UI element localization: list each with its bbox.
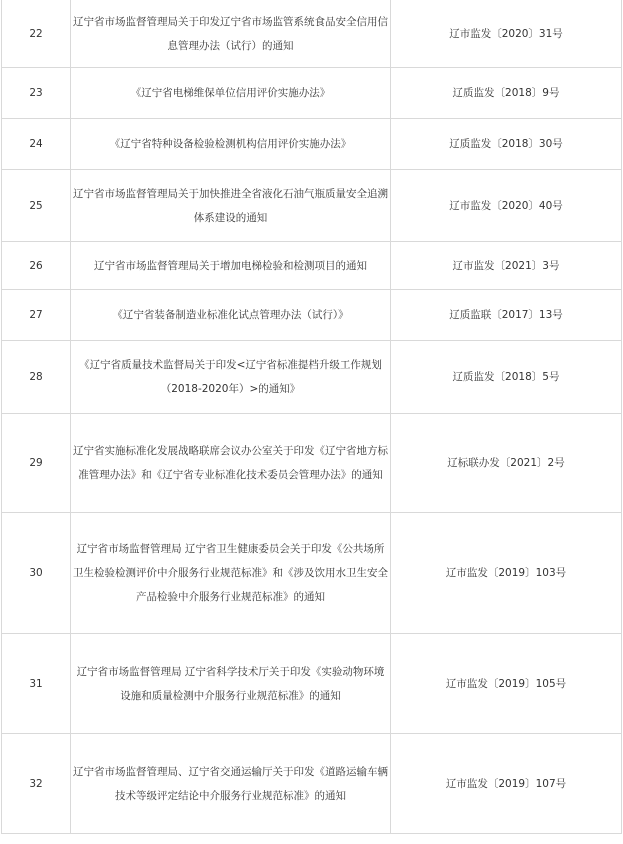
document-number: 辽质监联〔2017〕13号 (391, 290, 622, 341)
row-number: 30 (2, 513, 71, 634)
document-number: 辽市监发〔2021〕3号 (391, 242, 622, 290)
row-number: 28 (2, 341, 71, 414)
document-title: 辽宁省市场监督管理局 辽宁省科学技术厅关于印发《实验动物环境设施和质量检测中介服务行业规范标准》的通知 (71, 634, 391, 734)
table-row (2, 119, 622, 170)
document-title: 辽宁省市场监督管理局关于印发辽宁省市场监管系统食品安全信用信息管理办法（试行）的通知 (71, 0, 391, 68)
document-number: 辽质监发〔2018〕9号 (391, 68, 622, 119)
table-row (2, 242, 622, 290)
row-number: 32 (2, 734, 71, 834)
document-title: 辽宁省市场监督管理局关于加快推进全省液化石油气瓶质量安全追溯体系建设的通知 (71, 170, 391, 242)
row-number: 23 (2, 68, 71, 119)
row-number: 24 (2, 119, 71, 170)
table-row (2, 414, 622, 513)
document-number: 辽市监发〔2019〕105号 (391, 634, 622, 734)
row-number: 25 (2, 170, 71, 242)
table-row (2, 341, 622, 414)
document-number: 辽市监发〔2020〕40号 (391, 170, 622, 242)
document-number: 辽市监发〔2020〕31号 (391, 0, 622, 68)
document-number: 辽市监发〔2019〕103号 (391, 513, 622, 634)
document-number: 辽标联办发〔2021〕2号 (391, 414, 622, 513)
table-row (2, 634, 622, 734)
document-number: 辽质监发〔2018〕5号 (391, 341, 622, 414)
document-title: 辽宁省市场监督管理局关于增加电梯检验和检测项目的通知 (71, 242, 391, 290)
document-title: 辽宁省实施标准化发展战略联席会议办公室关于印发《辽宁省地方标准管理办法》和《辽宁省专业标准化技术委员会管理办法》的通知 (71, 414, 391, 513)
table-row (2, 290, 622, 341)
table-row (2, 170, 622, 242)
table-row (2, 68, 622, 119)
document-title: 辽宁省市场监督管理局、辽宁省交通运输厅关于印发《道路运输车辆技术等级评定结论中介服务行业规范标准》的通知 (71, 734, 391, 834)
regulations-table (1, 0, 622, 834)
row-number: 22 (2, 0, 71, 68)
row-number: 27 (2, 290, 71, 341)
table-row (2, 0, 622, 68)
document-title: 《辽宁省质量技术监督局关于印发<辽宁省标准提档升级工作规划（2018-2020年）>的通知》 (71, 341, 391, 414)
document-title: 辽宁省市场监督管理局 辽宁省卫生健康委员会关于印发《公共场所卫生检验检测评价中介服务行业规范标准》和《涉及饮用水卫生安全产品检验中介服务行业规范标准》的通知 (71, 513, 391, 634)
row-number: 29 (2, 414, 71, 513)
document-title: 《辽宁省装备制造业标准化试点管理办法（试行）》 (71, 290, 391, 341)
row-number: 26 (2, 242, 71, 290)
document-title: 《辽宁省电梯维保单位信用评价实施办法》 (71, 68, 391, 119)
row-number: 31 (2, 634, 71, 734)
document-number: 辽市监发〔2019〕107号 (391, 734, 622, 834)
table-row (2, 513, 622, 634)
document-title: 《辽宁省特种设备检验检测机构信用评价实施办法》 (71, 119, 391, 170)
document-number: 辽质监发〔2018〕30号 (391, 119, 622, 170)
table-row (2, 734, 622, 834)
